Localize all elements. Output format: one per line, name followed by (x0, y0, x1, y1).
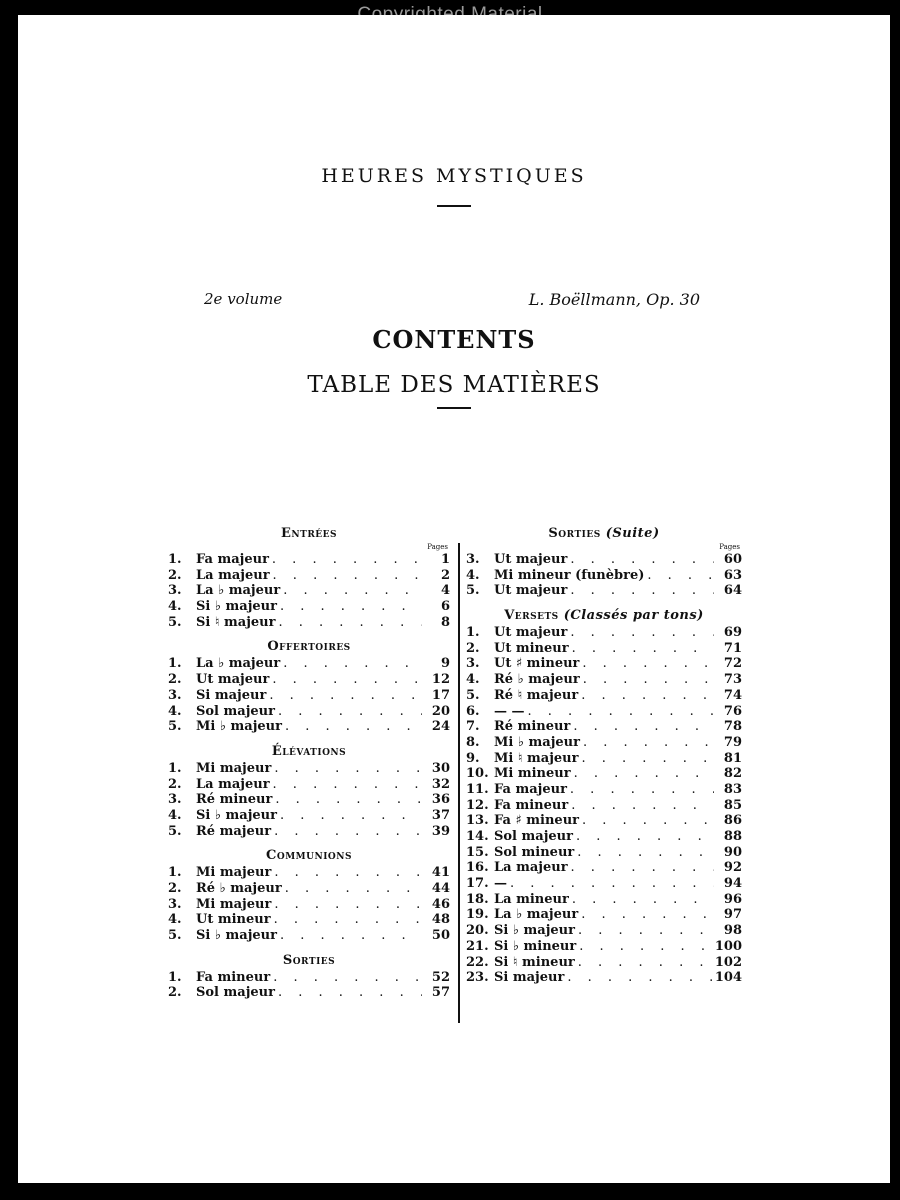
toc-entry (168, 912, 450, 928)
entry-title: La majeur (196, 567, 270, 583)
toc-entry (168, 719, 450, 735)
entry-page: 64 (723, 583, 742, 599)
contents-heading: CONTENTS (372, 325, 536, 354)
toc-entry (466, 766, 742, 782)
entry-number: 2. (168, 567, 182, 583)
entry-title: Si ♭ mineur (494, 938, 577, 954)
dot-leader (572, 641, 714, 657)
toc-entry (466, 813, 742, 829)
entry-number: 20. (466, 923, 489, 939)
toc-entry (168, 808, 450, 824)
entry-number: 19. (466, 907, 489, 923)
entry-page: 82 (723, 766, 742, 782)
entry-title: Ré mineur (196, 792, 273, 808)
entry-title: Ut majeur (494, 552, 568, 567)
pages-column-label: Pages (427, 543, 448, 551)
entry-number: 4. (168, 807, 182, 823)
dot-leader (581, 688, 714, 704)
toc-entry (466, 719, 742, 735)
entry-title: Ré mineur (494, 719, 571, 735)
dot-leader (274, 897, 422, 913)
entry-title: Fa ♯ mineur (494, 813, 580, 829)
dot-leader (278, 985, 422, 1001)
entry-number: 13. (466, 813, 489, 829)
entry-number: 5. (168, 823, 182, 839)
dot-leader (572, 892, 714, 908)
toc-entry (466, 688, 742, 704)
entry-page: 79 (723, 734, 742, 750)
section-heading (168, 743, 450, 761)
dot-leader (274, 824, 422, 840)
entry-number: 3. (168, 583, 182, 599)
section-heading (168, 847, 450, 865)
title-rule (437, 205, 471, 207)
toc-entry (466, 876, 742, 892)
entry-title: Fa majeur (494, 781, 567, 797)
toc-entry (168, 688, 450, 704)
dot-leader (574, 766, 714, 782)
section-subtitle: (Classés par tons) (563, 608, 704, 624)
entry-title: La ♭ majeur (494, 907, 579, 923)
toc-entry (466, 829, 742, 845)
entry-number: 8. (466, 734, 480, 750)
dot-leader (581, 751, 714, 767)
dot-leader (269, 688, 422, 704)
entry-number: 3. (168, 792, 182, 808)
entry-title: Mi ♭ majeur (494, 734, 580, 750)
dot-leader (567, 970, 714, 986)
entry-title: Ut majeur (494, 625, 568, 641)
entry-page: 97 (723, 907, 742, 923)
dot-leader (528, 704, 714, 720)
toc-entry (168, 568, 450, 584)
section-heading (466, 607, 742, 625)
entry-number: 2. (466, 640, 480, 656)
entry-number: 4. (168, 599, 182, 615)
toc-entry (466, 892, 742, 908)
volume-label: 2e volume (204, 290, 283, 308)
entry-title: Mi ♮ majeur (494, 750, 579, 766)
entry-title: Ut majeur (196, 672, 270, 688)
dot-leader (570, 625, 714, 641)
dot-leader (577, 845, 714, 861)
entry-page: 90 (723, 844, 742, 860)
dot-leader (510, 876, 714, 892)
entry-title: Ut mineur (494, 640, 569, 656)
entry-page: 100 (714, 938, 742, 954)
entry-title: Mi majeur (196, 865, 272, 881)
dot-leader (647, 568, 714, 584)
entry-page: 69 (723, 625, 742, 641)
entry-page: 72 (723, 656, 742, 672)
entry-page: 39 (431, 823, 450, 839)
dot-leader (272, 672, 422, 688)
entry-title: Si ♭ majeur (196, 807, 277, 823)
toc-entry (168, 761, 450, 777)
dot-leader (579, 939, 714, 955)
entry-number: 22. (466, 954, 489, 970)
entry-title: Fa majeur (196, 552, 269, 567)
entry-number: 3. (168, 687, 182, 703)
section-subtitle: (Suite) (605, 526, 660, 541)
entry-page: 86 (723, 813, 742, 829)
dot-leader (274, 865, 422, 881)
entry-page: 41 (431, 865, 450, 881)
entry-title: Fa mineur (196, 969, 271, 985)
toc-entry (168, 897, 450, 913)
toc-entry (168, 881, 450, 897)
entry-page: 60 (723, 552, 742, 567)
entry-title: Si ♭ majeur (196, 599, 277, 615)
section-title: Communions (266, 848, 352, 864)
entry-number: 4. (168, 703, 182, 719)
entry-page: 88 (723, 829, 742, 844)
entry-number: 3. (168, 896, 182, 912)
entry-number: 5. (168, 614, 182, 630)
contents-rule (437, 407, 471, 409)
section-heading (168, 525, 450, 543)
entry-number: 1. (466, 625, 480, 641)
toc-entry (168, 704, 450, 720)
entry-page: 52 (431, 969, 450, 985)
entry-title: Mi mineur (funèbre) (494, 567, 645, 583)
entry-number: 11. (466, 781, 489, 797)
entry-page: 98 (723, 923, 742, 939)
entry-page: 30 (431, 760, 450, 776)
toc-entry (466, 672, 742, 688)
toc-entry (466, 583, 742, 599)
right-toc-column (466, 515, 742, 986)
entry-page: 81 (723, 750, 742, 766)
entry-title: La majeur (196, 776, 270, 792)
entry-number: 2. (168, 881, 182, 896)
entry-page: 17 (431, 687, 450, 703)
dot-leader (576, 829, 714, 845)
dot-leader (283, 656, 422, 672)
dot-leader (272, 552, 422, 568)
entry-page: 37 (431, 807, 450, 823)
dot-leader (582, 813, 714, 829)
entry-title: Sol majeur (196, 703, 275, 719)
section-heading (168, 952, 450, 970)
column-divider (458, 543, 460, 1023)
entry-number: 4. (168, 912, 182, 928)
book-title: HEURES MYSTIQUES (321, 165, 587, 187)
entry-number: 14. (466, 829, 489, 844)
section-heading (168, 638, 450, 656)
dot-leader (578, 955, 714, 971)
entry-page: 71 (723, 640, 742, 656)
entry-page: 63 (723, 567, 742, 583)
entry-title: Mi mineur (494, 766, 571, 782)
entry-title: Sol majeur (494, 829, 573, 844)
entry-page: 44 (431, 881, 450, 896)
entry-number: 5. (466, 583, 480, 599)
book-page (18, 15, 890, 1183)
entry-title: Mi majeur (196, 760, 272, 776)
toc-entry (168, 792, 450, 808)
dot-leader (273, 777, 422, 793)
entry-page: 4 (440, 583, 450, 599)
entry-page: 92 (723, 860, 742, 876)
entry-number: 4. (466, 567, 480, 583)
dot-leader (573, 719, 714, 735)
entry-title: Mi ♭ majeur (196, 719, 282, 735)
entry-title: Si majeur (196, 687, 267, 703)
entry-number: 10. (466, 766, 489, 782)
entry-page: 85 (723, 797, 742, 813)
dot-leader (274, 761, 422, 777)
entry-title: Ré ♭ majeur (494, 672, 580, 688)
dot-leader (275, 792, 422, 808)
entry-title: Mi majeur (196, 896, 272, 912)
dot-leader (570, 583, 714, 599)
dot-leader (285, 719, 422, 735)
entry-title: Si ♭ majeur (494, 923, 575, 939)
entry-number: 1. (168, 865, 182, 881)
entry-title: La ♭ majeur (196, 583, 281, 599)
toc-entry (466, 641, 742, 657)
entry-title: Ut ♯ mineur (494, 656, 580, 672)
toc-entry (466, 568, 742, 584)
entry-page: 83 (723, 781, 742, 797)
entry-page: 73 (723, 672, 742, 688)
dot-leader (278, 615, 422, 631)
dot-leader (582, 656, 714, 672)
dot-leader (571, 798, 714, 814)
table-des-matieres-heading: TABLE DES MATIÈRES (307, 372, 601, 398)
toc-entry (466, 845, 742, 861)
entry-number: 4. (466, 672, 480, 688)
entry-page: 74 (723, 687, 742, 703)
composer-opus: L. Boëllmann, Op. 30 (528, 290, 700, 309)
entry-page: 20 (431, 703, 450, 719)
entry-title: La ♭ majeur (196, 656, 281, 672)
toc-entry (466, 907, 742, 923)
entry-number: 15. (466, 844, 489, 860)
entry-page: 96 (723, 891, 742, 907)
entry-number: 16. (466, 860, 489, 876)
toc-entry (168, 599, 450, 615)
dot-leader (285, 881, 422, 897)
toc-entry (168, 656, 450, 672)
toc-entry (168, 777, 450, 793)
entry-number: 1. (168, 760, 182, 776)
entry-number: 21. (466, 938, 489, 954)
entry-title: — (494, 876, 507, 892)
toc-entry (466, 860, 742, 876)
entry-title: La majeur (494, 860, 568, 876)
entry-number: 3. (466, 656, 480, 672)
entry-page: 78 (723, 719, 742, 735)
toc-entry (466, 625, 742, 641)
entry-page: 6 (440, 599, 450, 615)
section-title: Élévations (271, 743, 347, 759)
dot-leader (280, 928, 422, 944)
toc-entry (168, 865, 450, 881)
dot-leader (280, 808, 422, 824)
section-title: Offertoires (267, 639, 351, 655)
entry-title: Si majeur (494, 970, 565, 986)
toc-entry (466, 704, 742, 720)
entry-number: 18. (466, 891, 489, 907)
entry-number: 23. (466, 970, 489, 986)
entry-number: 5. (466, 687, 480, 703)
entry-page: 1 (440, 552, 450, 567)
entry-title: Si ♮ majeur (196, 614, 276, 630)
dot-leader (274, 912, 422, 928)
toc-entry (168, 985, 450, 1001)
entry-title: Sol mineur (494, 844, 575, 860)
entry-number: 2. (168, 985, 182, 1001)
dot-leader (273, 970, 422, 986)
entry-page: 2 (440, 567, 450, 583)
dot-leader (278, 704, 422, 720)
entry-number: 2. (168, 776, 182, 792)
toc-entry (168, 615, 450, 631)
entry-number: 6. (466, 703, 480, 719)
entry-page: 32 (431, 776, 450, 792)
entry-page: 24 (431, 719, 450, 735)
entry-page: 12 (431, 672, 450, 688)
toc-entry (466, 782, 742, 798)
dot-leader (273, 568, 422, 584)
toc-entry (466, 656, 742, 672)
entry-page: 50 (431, 928, 450, 944)
section-heading (466, 525, 742, 543)
dot-leader (578, 923, 714, 939)
entry-page: 57 (431, 985, 450, 1001)
toc-entry (466, 798, 742, 814)
left-toc-column (168, 515, 450, 1001)
entry-number: 5. (168, 928, 182, 944)
entry-title: Ut majeur (494, 583, 568, 599)
pages-column-label: Pages (719, 543, 740, 551)
dot-leader (571, 860, 714, 876)
dot-leader (280, 599, 422, 615)
entry-page: 104 (714, 970, 742, 986)
section-title: Entrées (280, 526, 338, 541)
toc-entry (466, 939, 742, 955)
entry-page: 102 (714, 954, 742, 970)
toc-entry (168, 928, 450, 944)
entry-title: Ré ♮ majeur (494, 687, 579, 703)
entry-page: 46 (431, 896, 450, 912)
toc-entry (168, 970, 450, 986)
entry-title: La mineur (494, 891, 569, 907)
entry-number: 17. (466, 876, 489, 892)
dot-leader (570, 782, 714, 798)
toc-entry (168, 552, 450, 568)
entry-number: 12. (466, 797, 489, 813)
entry-title: Sol majeur (196, 985, 275, 1001)
toc-entry (466, 955, 742, 971)
entry-title: — — (494, 703, 525, 719)
dot-leader (283, 583, 422, 599)
entry-number: 9. (466, 750, 480, 766)
toc-entry (466, 970, 742, 986)
section-title: Sorties (282, 952, 336, 968)
entry-title: Si ♮ mineur (494, 954, 575, 970)
entry-title: Fa mineur (494, 797, 569, 813)
section-title: Versets (504, 608, 559, 624)
entry-number: 7. (466, 719, 480, 735)
entry-page: 48 (431, 912, 450, 928)
entry-page: 76 (723, 703, 742, 719)
entry-number: 3. (466, 552, 480, 567)
toc-entry (168, 824, 450, 840)
dot-leader (581, 907, 714, 923)
entry-title: Ré majeur (196, 823, 272, 839)
entry-number: 5. (168, 719, 182, 735)
entry-page: 9 (440, 656, 450, 672)
dot-leader (583, 672, 714, 688)
entry-title: Ut mineur (196, 912, 271, 928)
entry-number: 1. (168, 552, 182, 567)
toc-entry (466, 735, 742, 751)
entry-title: Si ♭ majeur (196, 928, 277, 944)
toc-entry (466, 751, 742, 767)
entry-title: Ré ♭ majeur (196, 881, 282, 896)
entry-page: 8 (440, 614, 450, 630)
dot-leader (570, 552, 714, 568)
toc-entry (168, 583, 450, 599)
toc-entry (168, 672, 450, 688)
entry-number: 2. (168, 672, 182, 688)
toc-entry (466, 552, 742, 568)
toc-entry (466, 923, 742, 939)
entry-page: 94 (723, 876, 742, 892)
entry-number: 1. (168, 969, 182, 985)
entry-number: 1. (168, 656, 182, 672)
entry-page: 36 (431, 792, 450, 808)
dot-leader (583, 735, 714, 751)
section-title: Sorties (548, 526, 601, 541)
